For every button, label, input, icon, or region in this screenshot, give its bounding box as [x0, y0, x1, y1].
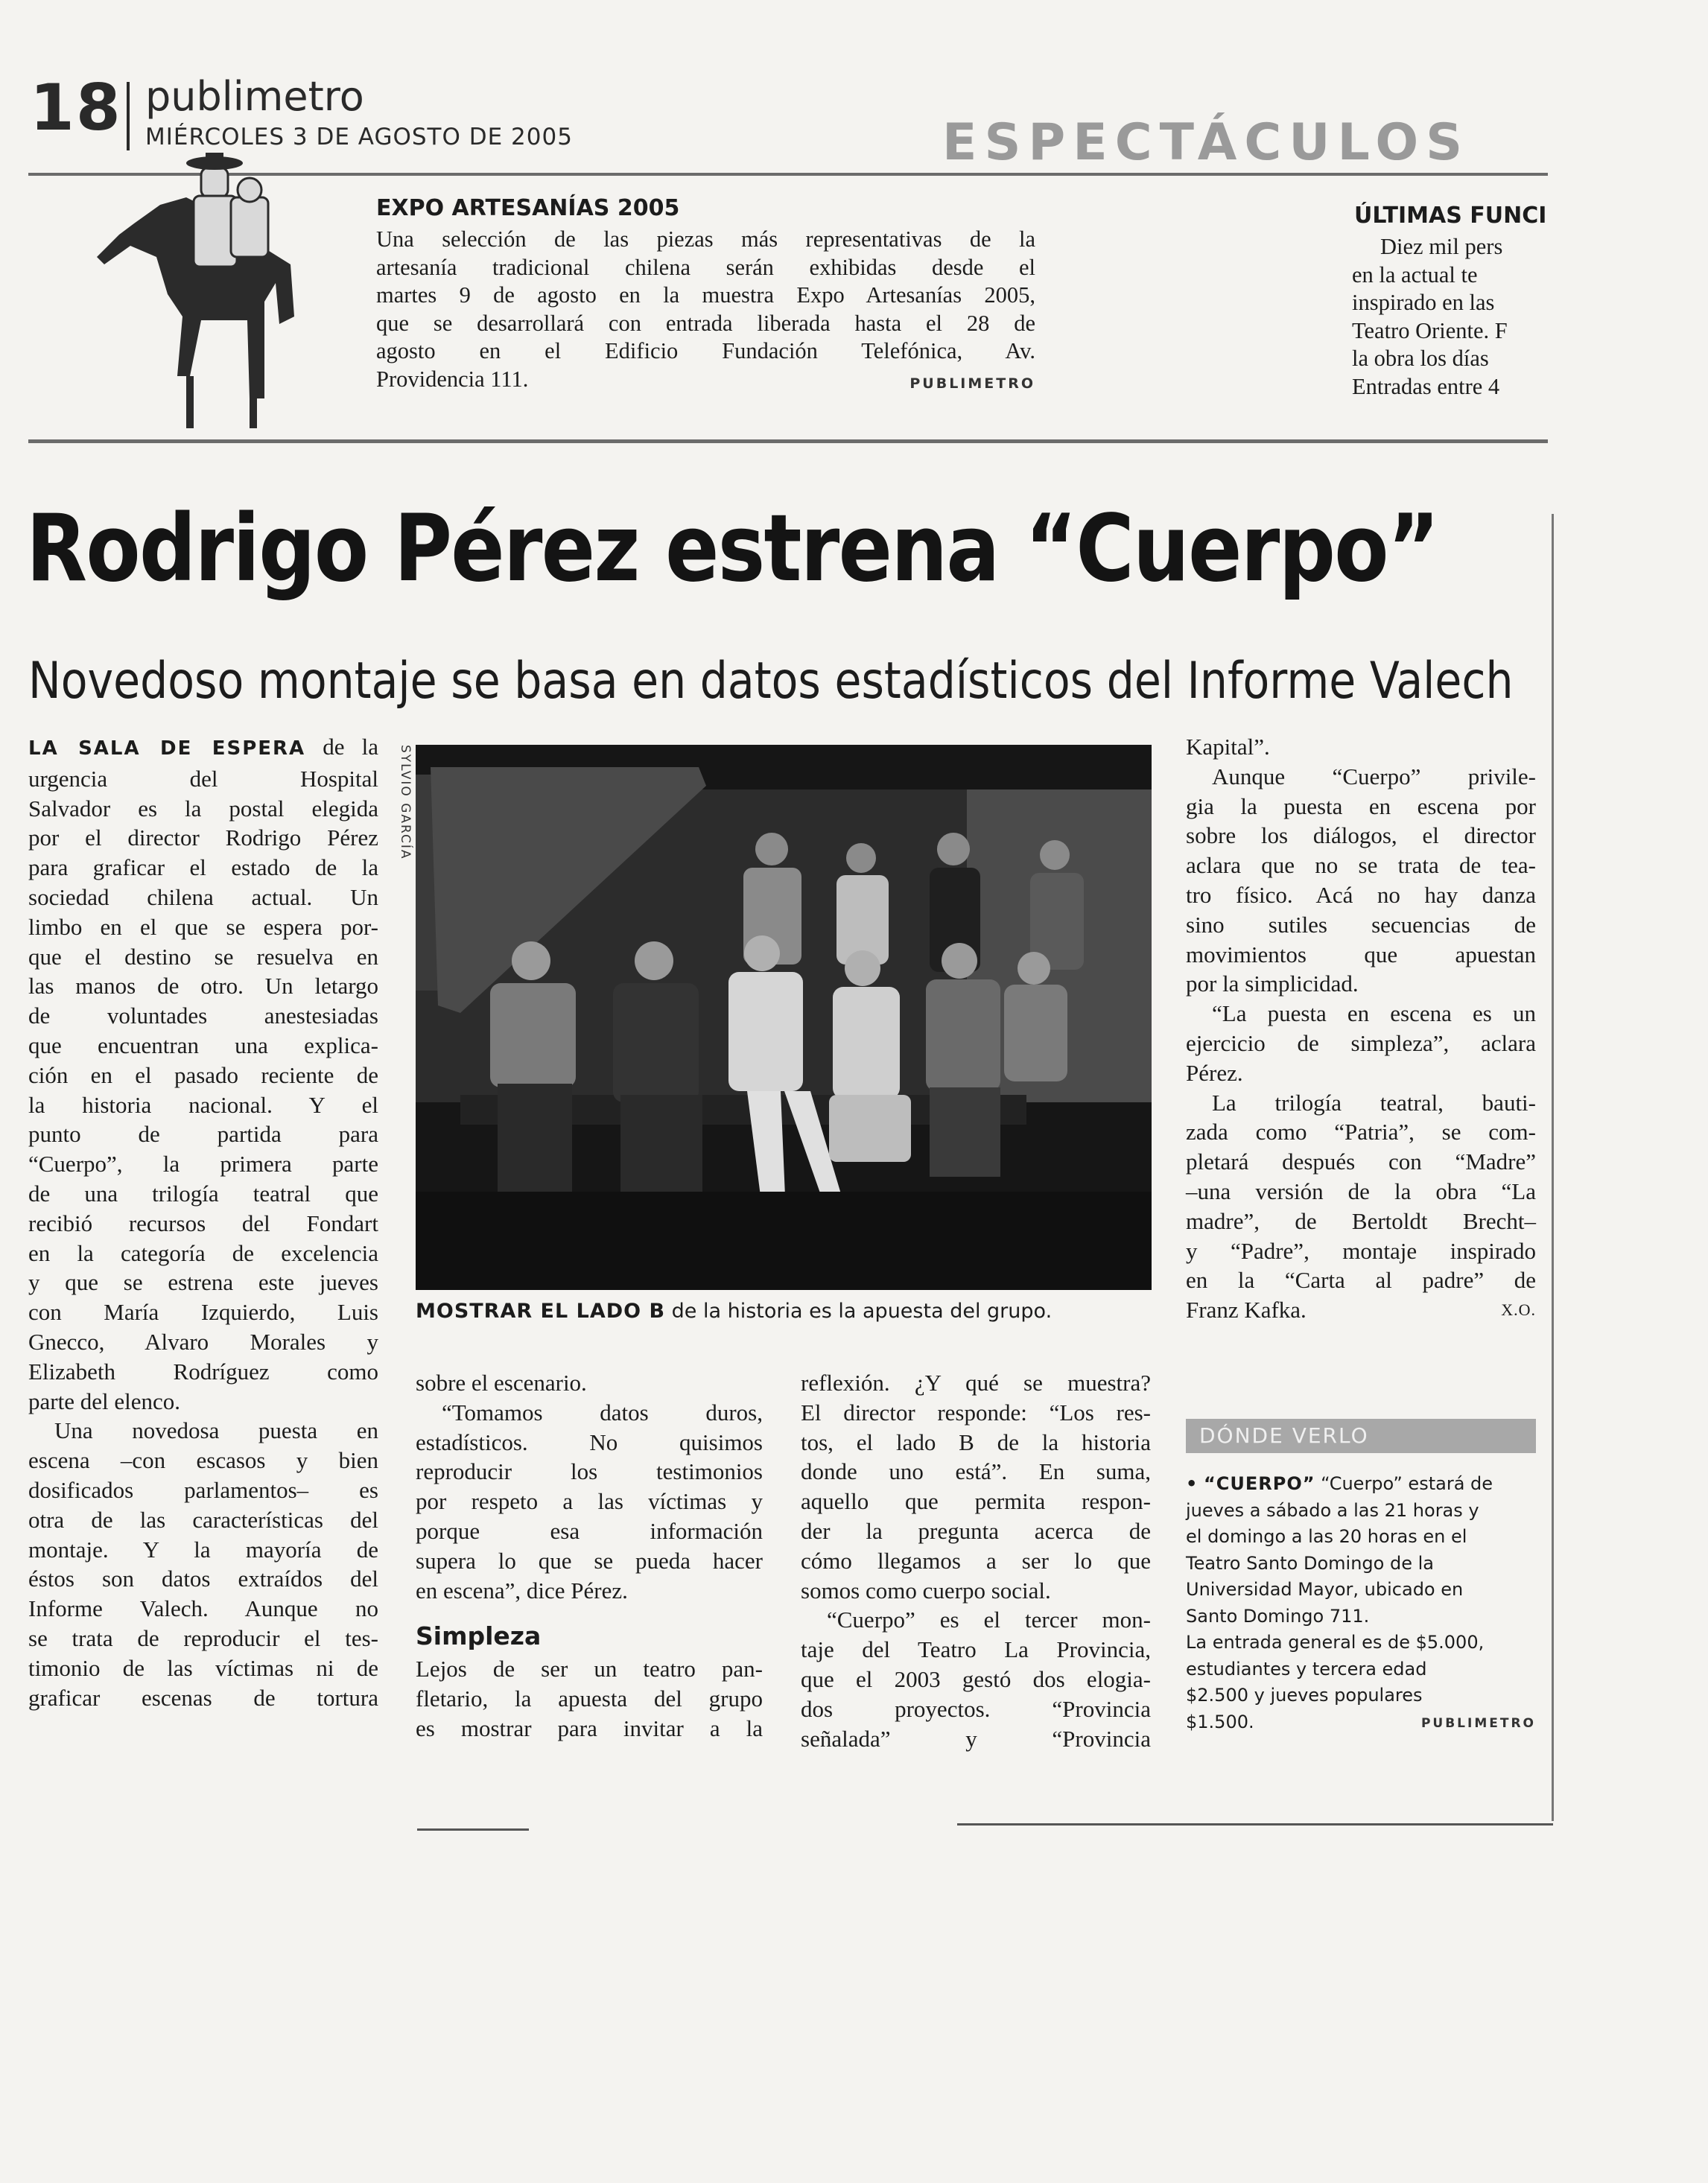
text-line: supera lo que se pueda hacer: [416, 1547, 763, 1574]
right-line: en la actual te: [1352, 261, 1478, 287]
dv-line: Santo Domingo 711.: [1186, 1605, 1370, 1627]
bottom-rule-left: [417, 1828, 529, 1831]
dv-line: Teatro Santo Domingo de la: [1186, 1552, 1434, 1574]
text-line: “Cuerpo” es el tercer mon-: [827, 1607, 1151, 1633]
text-line: ejercicio de simpleza”, aclara: [1186, 1029, 1536, 1056]
text-line: gia la puesta en escena por: [1186, 792, 1536, 819]
right-line: Teatro Oriente. F: [1352, 317, 1508, 343]
right-line: inspirado en las: [1352, 290, 1495, 315]
expo-line: que se desarrollará con entrada liberada hasta el 28 de: [376, 310, 1035, 336]
photo-caption: [416, 1300, 1052, 1323]
expo-line: artesanía tradicional chilena serán exhibidas desde el: [376, 254, 1035, 280]
expo-credit: PUBLIMETRO: [909, 375, 1035, 392]
text-line: [1186, 1295, 1536, 1325]
article-column-4: [1186, 732, 1536, 1325]
expo-last-line: [376, 366, 1035, 394]
text-line: se trata de reproducir el tes-: [28, 1624, 378, 1651]
photo-credit: SYLVIO GARCÍA: [398, 745, 413, 860]
text-line: Kapital”.: [1186, 734, 1270, 760]
dv-line: estudiantes y tercera edad: [1186, 1658, 1427, 1680]
text-line: Gnecco, Alvaro Morales y: [28, 1328, 378, 1355]
expo-line: Providencia 111.: [376, 366, 529, 392]
text-line: montaje. Y la mayoría de: [28, 1536, 378, 1563]
text-line: en la categoría de excelencia: [28, 1239, 378, 1266]
paragraph: [416, 1654, 763, 1743]
article-headline: Rodrigo Pérez estrena “Cuerpo”: [26, 495, 1439, 603]
text-line: escena –con escasos y bien: [28, 1447, 378, 1474]
text-line: con María Izquierdo, Luis: [28, 1299, 378, 1326]
ultimas-funciones-title: ÚLTIMAS FUNCI: [1354, 203, 1547, 229]
dv-line: [1186, 1471, 1536, 1498]
text-line: dosificados parlamentos– es: [28, 1476, 378, 1503]
text-line-text: Franz Kafka.: [1186, 1297, 1307, 1324]
paragraph: [28, 732, 378, 1416]
dv-line: La entrada general es de $5.000,: [1186, 1632, 1485, 1653]
article-subheadline: Novedoso montaje se basa en datos estadísticos del Informe Valech: [28, 652, 1514, 711]
text-line: y “Padre”, montaje inspirado: [1186, 1237, 1536, 1264]
text-line: reproducir los testimonios: [416, 1458, 763, 1485]
text-line: madre”, de Bertoldt Brecht–: [1186, 1207, 1536, 1234]
text-line: fletario, la apuesta del grupo: [416, 1685, 763, 1712]
text-line: señalada” y “Provincia: [801, 1725, 1151, 1752]
dv-label: “CUERPO”: [1203, 1473, 1315, 1494]
text-line: der la pregunta acerca de: [801, 1517, 1151, 1544]
bottom-rule-right: [957, 1823, 1553, 1825]
text-line: parte del elenco.: [28, 1388, 180, 1414]
text-line: Informe Valech. Aunque no: [28, 1595, 378, 1622]
text-line: Salvador es la postal elegida: [28, 795, 378, 822]
ultimas-funciones-body: [1352, 233, 1553, 401]
dv-line: [1186, 1709, 1536, 1736]
bullet-icon: •: [1186, 1473, 1199, 1494]
article-column-2: [416, 1368, 763, 1744]
horse-rider-figurine-illustration: [89, 153, 335, 439]
dv-line: $2.500 y jueves populares: [1186, 1685, 1423, 1706]
brand-name: publimetro: [145, 73, 364, 120]
text-line: sino sutiles secuencias de: [1186, 911, 1536, 938]
text-line: es mostrar para invitar a la: [416, 1715, 763, 1741]
expo-line: martes 9 de agosto en la muestra Expo Artesanías 2005,: [376, 282, 1035, 308]
text-line: urgencia del Hospital: [28, 765, 378, 792]
strip-bottom-rule: [28, 439, 1548, 443]
dv-text: “Cuerpo” estará de: [1315, 1473, 1493, 1494]
text-line: punto de partida para: [28, 1121, 378, 1148]
text-line: –una versión de la obra “La: [1186, 1178, 1536, 1204]
text-line: La trilogía teatral, bauti-: [1212, 1089, 1536, 1116]
paragraph: [1186, 1088, 1536, 1325]
paragraph: [416, 1398, 763, 1606]
text-line: sobre el escenario.: [416, 1370, 587, 1396]
dv-line: Universidad Mayor, ubicado en: [1186, 1579, 1464, 1600]
section-title: ESPECTÁCULOS: [942, 113, 1470, 172]
text-line: recibió recursos del Fondart: [28, 1210, 378, 1236]
right-line: Diez mil pers: [1380, 234, 1503, 259]
paragraph: [801, 1368, 1151, 1605]
text-line: limbo en el que se espera por-: [28, 913, 378, 940]
text-line: de voluntades anestesiadas: [28, 1002, 378, 1029]
text-line: somos como cuerpo social.: [801, 1577, 1051, 1604]
article-column-1: [28, 732, 378, 1712]
expo-box-title: EXPO ARTESANÍAS 2005: [376, 195, 680, 221]
text-line: tos, el lado B de la historia: [801, 1429, 1151, 1455]
text-line: estadísticos. No quisimos: [416, 1429, 763, 1455]
text-line: porque esa información: [416, 1517, 763, 1544]
right-line: Entradas entre 4: [1352, 373, 1500, 399]
text-line: sociedad chilena actual. Un: [28, 883, 378, 910]
page-number-divider: [127, 82, 130, 150]
paragraph: [1186, 762, 1536, 999]
text-line: por la simplicidad.: [1186, 970, 1359, 997]
text-line: que el destino se resuelva en: [28, 943, 378, 970]
caption-text: de la historia es la apuesta del grupo.: [665, 1300, 1053, 1323]
text-line: en la “Carta al padre” de: [1186, 1267, 1536, 1294]
text-line: Pérez.: [1186, 1059, 1243, 1086]
text-line: por el director Rodrigo Pérez: [28, 824, 378, 851]
text-line: “Tomamos datos duros,: [442, 1399, 763, 1426]
text-line: pletará después con “Madre”: [1186, 1148, 1536, 1175]
text-line: otra de las características del: [28, 1506, 378, 1533]
caption-lead: MOSTRAR EL LADO B: [416, 1300, 666, 1323]
paragraph: [1186, 999, 1536, 1087]
text-line: que encuentran una explica-: [28, 1032, 378, 1058]
text-line: Aunque “Cuerpo” privile-: [1212, 763, 1536, 789]
text-line: en escena”, dice Pérez.: [416, 1577, 628, 1604]
text-line: ción en el pasado reciente de: [28, 1061, 378, 1088]
text-line: aclara que no se trata de tea-: [1186, 852, 1536, 879]
text-line: cómo llegamos a ser lo que: [801, 1547, 1151, 1574]
text-line: taje del Teatro La Provincia,: [801, 1636, 1151, 1663]
page-number: 18: [30, 71, 122, 145]
text-line: de una trilogía teatral que: [28, 1180, 378, 1207]
donde-verlo-body: [1186, 1471, 1536, 1735]
text-line: para graficar el estado de la: [28, 854, 378, 881]
right-line: la obra los días: [1352, 346, 1489, 371]
text-line: Elizabeth Rodríguez como: [28, 1358, 378, 1385]
text-line: la historia nacional. Y el: [28, 1091, 378, 1118]
dv-line: jueves a sábado a las 21 horas y: [1186, 1499, 1479, 1521]
article-column-3: [801, 1368, 1151, 1753]
paragraph: [801, 1605, 1151, 1753]
text-line: reflexión. ¿Y qué se muestra?: [801, 1370, 1151, 1396]
text-line: y que se estrena este jueves: [28, 1269, 378, 1296]
text-line: éstos son datos extraídos del: [28, 1566, 378, 1592]
col1-first-line: [28, 732, 378, 764]
text-line: timonio de las víctimas ni de: [28, 1654, 378, 1681]
text-line: “Cuerpo”, la primera parte: [28, 1151, 378, 1178]
paragraph: [416, 1368, 763, 1398]
paragraph: [1186, 732, 1536, 762]
text-line: zada como “Patria”, se com-: [1186, 1119, 1536, 1145]
text-line: por respeto a las víctimas y: [416, 1488, 763, 1515]
text-line: de la: [305, 734, 378, 760]
text-line: que el 2003 gestó dos elogia-: [801, 1665, 1151, 1692]
section-subheading: Simpleza: [416, 1621, 542, 1651]
expo-line: Una selección de las piezas más representativas de la: [376, 226, 1035, 252]
donde-verlo-header: DÓNDE VERLO: [1186, 1419, 1536, 1453]
dv-text: $1.500.: [1186, 1711, 1254, 1732]
text-line: tro físico. Acá no hay danza: [1186, 881, 1536, 908]
text-line: graficar escenas de tortura: [28, 1684, 378, 1711]
issue-date: MIÉRCOLES 3 DE AGOSTO DE 2005: [145, 124, 573, 150]
text-line: donde uno está”. En suma,: [801, 1458, 1151, 1485]
text-line: aquello que permita respon-: [801, 1488, 1151, 1515]
dv-line: el domingo a las 20 horas en el: [1186, 1526, 1467, 1547]
paragraph: [28, 1416, 378, 1712]
expo-line: agosto en el Edificio Fundación Telefónica, Av.: [376, 338, 1035, 363]
article-right-border: [1552, 514, 1554, 1821]
dv-credit: PUBLIMETRO: [1420, 1715, 1536, 1731]
text-line: Lejos de ser un teatro pan-: [416, 1656, 763, 1682]
text-line: sobre los diálogos, el director: [1186, 822, 1536, 849]
text-line: dos proyectos. “Provincia: [801, 1695, 1151, 1722]
text-line: las manos de otro. Un letargo: [28, 973, 378, 1000]
text-line: El director responde: “Los res-: [801, 1399, 1151, 1426]
text-line: movimientos que apuestan: [1186, 941, 1536, 967]
expo-box-body: [376, 226, 1035, 393]
lead-in-caps: LA SALA DE ESPERA: [28, 737, 306, 760]
text-line: Una novedosa puesta en: [54, 1417, 378, 1444]
author-initials: X.O.: [1501, 1300, 1536, 1320]
cast-group-photo: [416, 745, 1152, 1290]
text-line: “La puesta en escena es un: [1212, 1000, 1536, 1027]
